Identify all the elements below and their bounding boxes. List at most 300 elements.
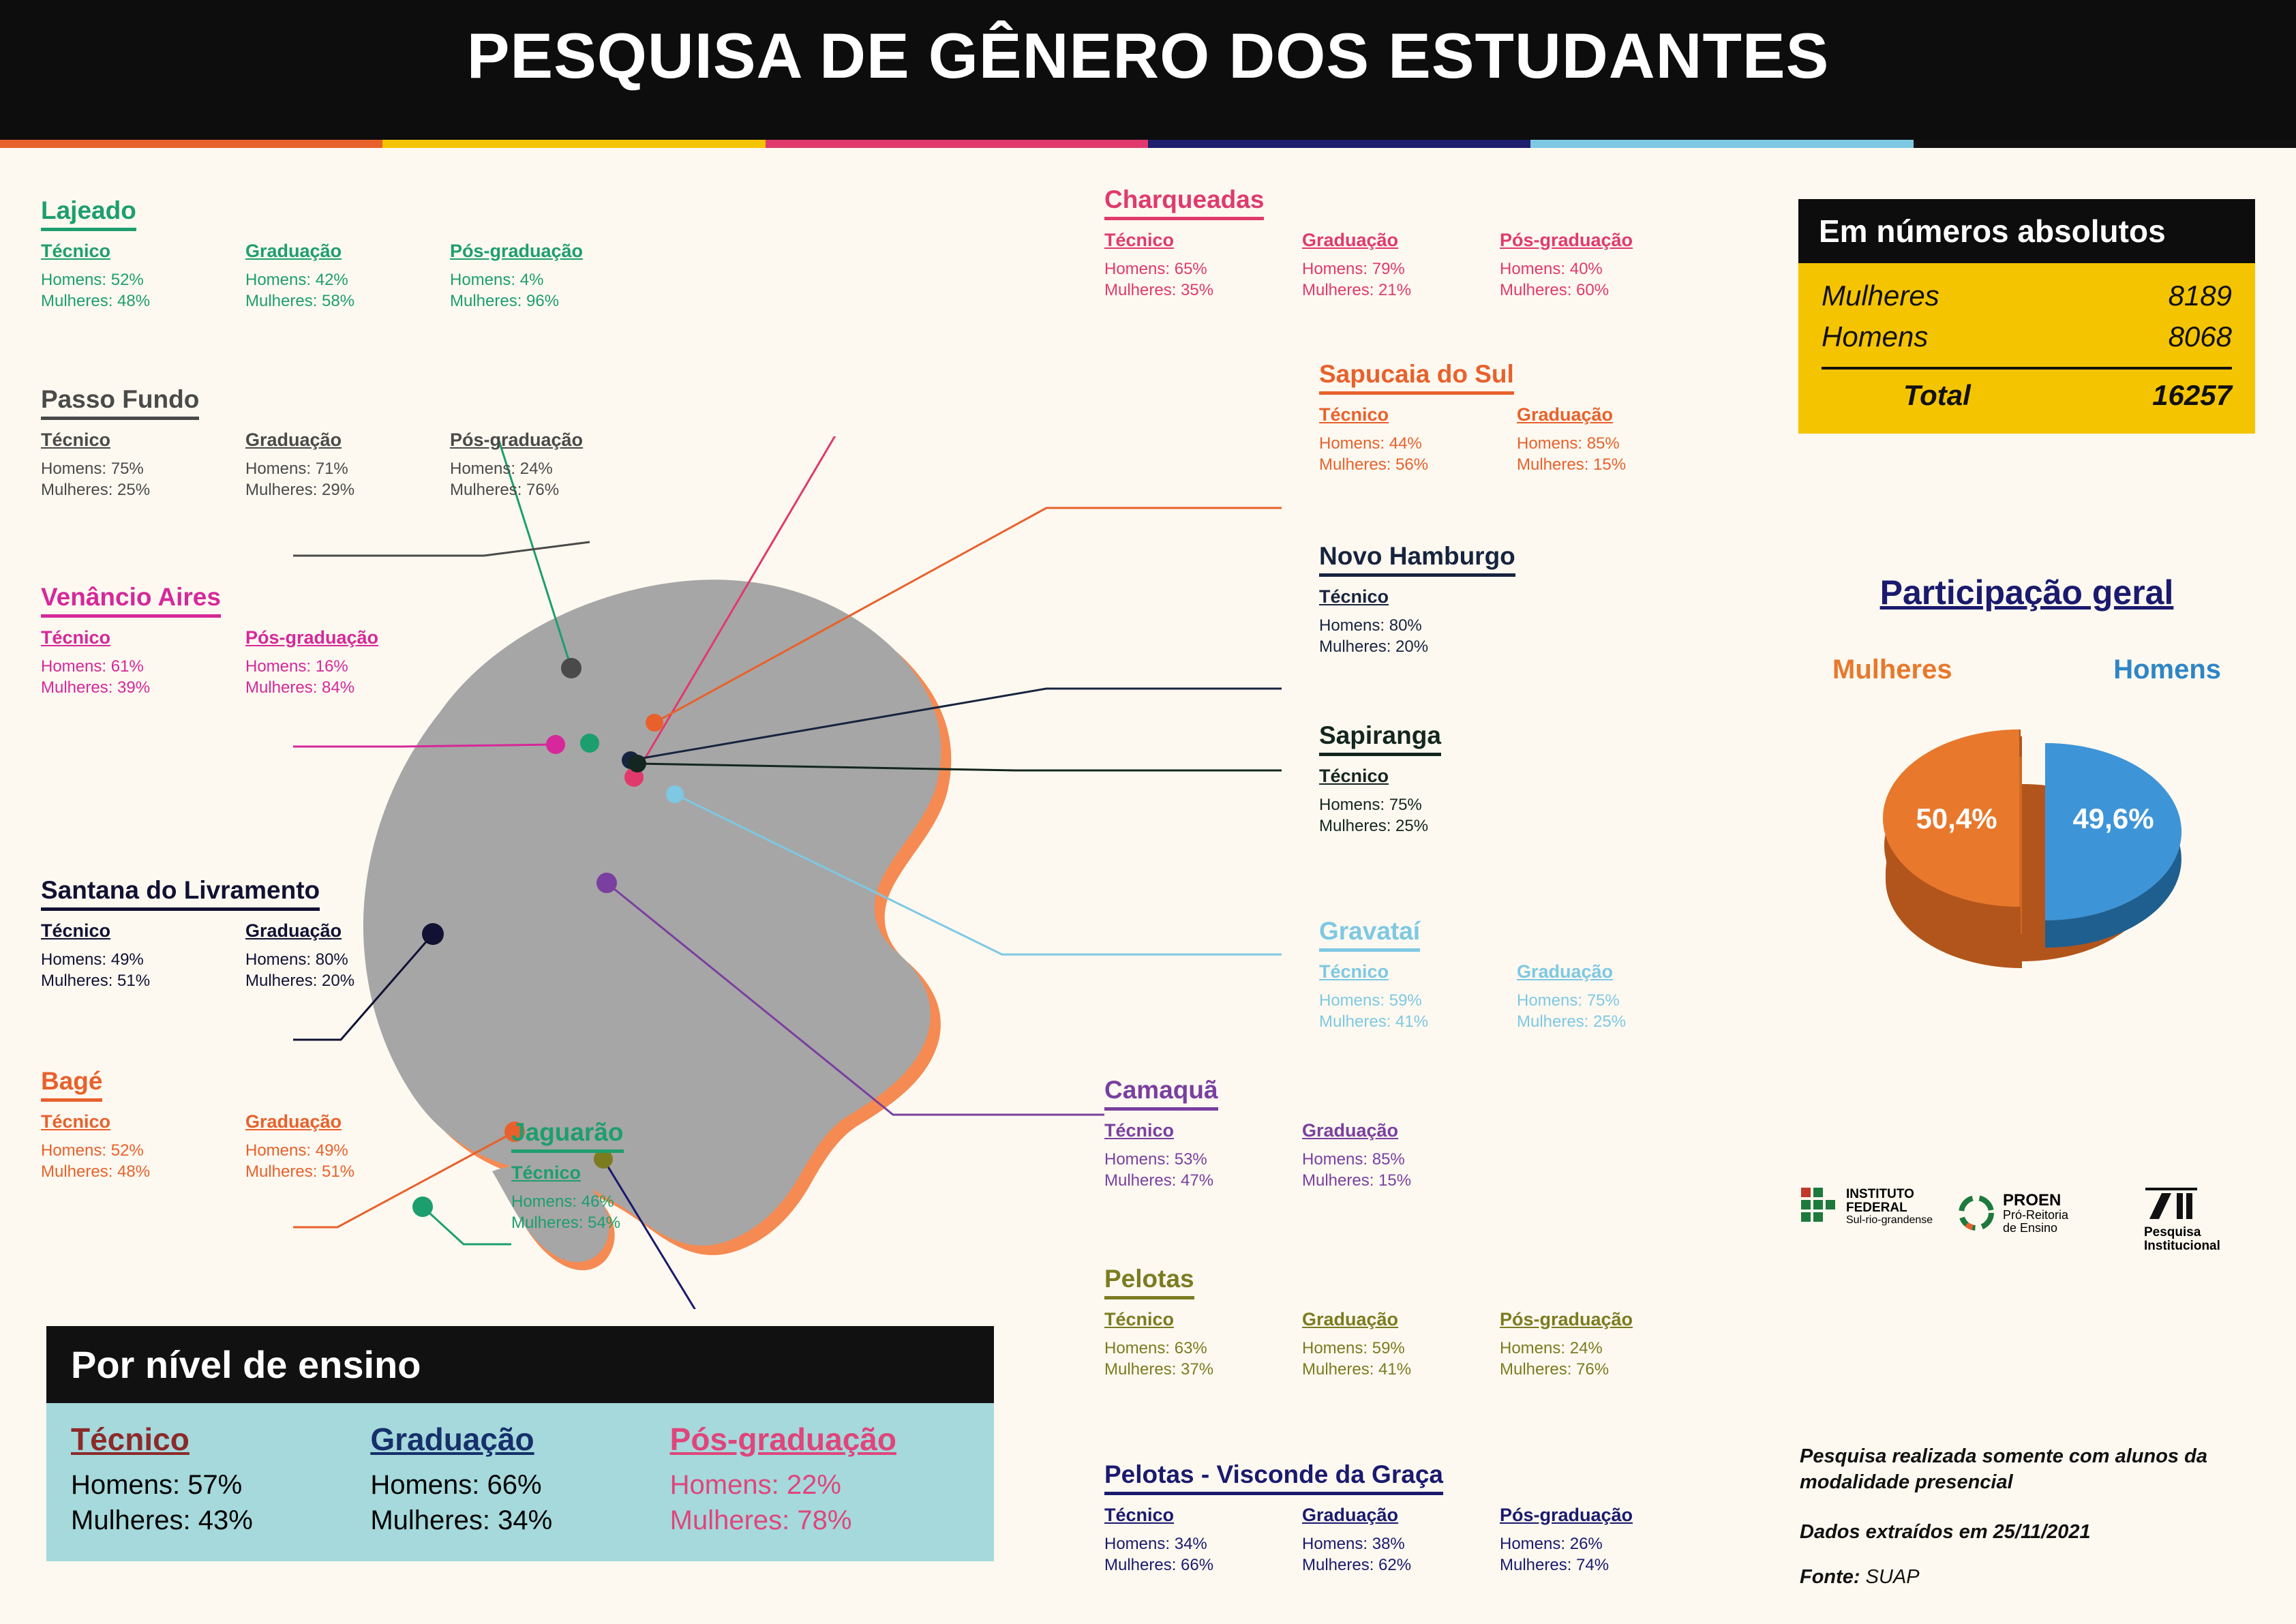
value-homens: 24% <box>519 460 553 478</box>
label-homens: Homens: <box>450 271 516 289</box>
row-homens <box>1302 259 1500 280</box>
value-mulheres: 48% <box>117 291 151 310</box>
row-homens <box>450 459 654 480</box>
row-homens <box>1500 1338 1697 1359</box>
value-homens: 80% <box>1389 616 1422 635</box>
campus-block-pelotas <box>1104 1265 1697 1380</box>
campus-levels <box>1319 766 1517 837</box>
level-column-t-cnico <box>1319 404 1517 475</box>
footer-notes <box>1800 1444 2250 1591</box>
campus-block-charqueadas <box>1104 185 1697 301</box>
row-mulheres <box>1104 1555 1302 1576</box>
label-homens: Homens: <box>511 1192 577 1211</box>
pesquisa-institucional-icon <box>2144 1186 2199 1222</box>
label-mulheres: Mulheres: <box>1500 1359 1572 1379</box>
row-homens <box>1104 1149 1302 1171</box>
label-homens: Homens: <box>245 950 312 969</box>
row-mulheres <box>41 1162 245 1183</box>
level-name: Graduação <box>1302 1309 1399 1329</box>
row-mulheres <box>245 971 450 992</box>
campus-block-novo-hamburgo <box>1319 542 1517 657</box>
label-homens: Homens: <box>1302 1339 1368 1357</box>
logo-pi-line2: Institucional <box>2144 1238 2220 1253</box>
label-mulheres: Mulheres: <box>245 971 318 990</box>
value-homens: 49% <box>110 950 144 969</box>
value-homens: 42% <box>315 271 348 289</box>
note-fonte <box>1800 1565 2250 1591</box>
row-mulheres <box>41 480 245 501</box>
level-name: Graduação <box>1517 961 1614 982</box>
value-mulheres: 58% <box>322 291 355 310</box>
level-name: Técnico <box>1104 1120 1175 1141</box>
label-homens: Homens: <box>1500 1535 1566 1553</box>
value-homens: 26% <box>1569 1535 1603 1553</box>
row-homens <box>450 270 654 291</box>
level-values <box>1104 1338 1302 1380</box>
level-values <box>450 459 654 500</box>
label-mulheres: Mulheres: <box>41 480 113 499</box>
row-mulheres <box>450 480 654 501</box>
campus-block-gravata <box>1319 917 1715 1032</box>
label-homens: Homens: <box>1319 434 1385 453</box>
row-homens <box>245 270 450 291</box>
campus-levels <box>41 920 450 991</box>
level-name: Graduação <box>245 430 342 450</box>
level-values <box>1302 1338 1500 1380</box>
value-mulheres: 74% <box>1576 1555 1610 1574</box>
note-presencial: Pesquisa realizada somente com alunos da modalidade presencial <box>1800 1445 2207 1493</box>
by-level-name-tecnico: Técnico <box>71 1422 190 1457</box>
participation-title: Participação geral <box>1879 573 2174 612</box>
label-mulheres: Mulheres: <box>1302 1359 1374 1379</box>
level-values <box>1500 1534 1697 1576</box>
campus-name: Santana do Livramento <box>41 876 320 911</box>
campus-block-camaqu <box>1104 1076 1500 1191</box>
label-mulheres: Mulheres: <box>450 480 522 499</box>
level-values <box>1302 1534 1500 1576</box>
level-name: Graduação <box>1302 1505 1399 1525</box>
label-homens: Homens: <box>41 1141 107 1160</box>
level-values <box>1319 795 1517 837</box>
level-column-t-cnico <box>1319 586 1517 657</box>
label-mulheres: Mulheres: <box>1104 1359 1177 1379</box>
value-mulheres: 96% <box>526 291 560 310</box>
campus-block-bag <box>41 1067 450 1182</box>
campus-levels <box>1104 1505 1697 1576</box>
value-homens: 85% <box>1586 434 1620 453</box>
campus-name: Novo Hamburgo <box>1319 542 1515 577</box>
label-homens: Homens: <box>370 1470 480 1500</box>
level-name: Graduação <box>1302 230 1399 250</box>
level-column-gradua-o <box>1517 961 1715 1032</box>
label-homens: Homens: <box>1302 1535 1368 1553</box>
value-mulheres: 21% <box>1378 280 1412 299</box>
campus-block-santana-do-livramento <box>41 876 450 991</box>
level-column-t-cnico <box>41 430 245 500</box>
label-mulheres: Mulheres: <box>1319 637 1391 656</box>
value-mulheres-tecnico: 43% <box>198 1505 253 1535</box>
level-name: Técnico <box>511 1162 581 1183</box>
campus-name: Sapucaia do Sul <box>1319 360 1514 395</box>
logo-pi-line1: Pesquisa <box>2144 1225 2201 1239</box>
campus-block-pelotas-visconde-da-gra-a <box>1104 1460 1697 1576</box>
level-values <box>245 270 450 312</box>
row-mulheres <box>1302 280 1500 301</box>
value-homens: 44% <box>1389 434 1422 453</box>
absolute-row-total <box>1822 367 2232 416</box>
level-column-gradua-o <box>1302 1120 1500 1191</box>
absolute-label-men: Homens <box>1822 320 1929 352</box>
value-homens: 79% <box>1372 260 1405 278</box>
campus-levels <box>41 241 654 312</box>
logo-if <box>1800 1186 1933 1227</box>
label-homens: Homens: <box>245 460 312 478</box>
value-homens: 38% <box>1372 1535 1405 1553</box>
level-name: Graduação <box>245 241 342 261</box>
label-mulheres: Mulheres: <box>1302 1171 1374 1190</box>
value-homens: 40% <box>1569 260 1603 278</box>
by-level-name-graduacao: Graduação <box>370 1422 534 1457</box>
level-name: Técnico <box>41 430 111 450</box>
value-mulheres: 66% <box>1181 1555 1214 1574</box>
rule-segment-3 <box>1148 140 1530 148</box>
value-homens: 80% <box>315 950 348 969</box>
label-mulheres: Mulheres: <box>245 1162 318 1181</box>
row-mulheres <box>1104 1359 1302 1381</box>
level-name: Graduação <box>245 1111 342 1132</box>
value-mulheres: 25% <box>117 480 151 499</box>
level-column-gradua-o <box>1517 404 1715 475</box>
level-values <box>1500 1338 1697 1380</box>
row-homens <box>41 657 245 678</box>
by-level-values-tecnico <box>71 1467 370 1538</box>
level-name: Técnico <box>1104 1505 1175 1525</box>
value-mulheres: 37% <box>1181 1359 1214 1379</box>
level-values <box>1104 1149 1302 1191</box>
row-mulheres <box>1319 455 1517 476</box>
note-data: Dados extraídos em 25/11/2021 <box>1800 1521 2091 1544</box>
level-column-p-s-gradua-o <box>1500 1505 1697 1576</box>
value-mulheres: 29% <box>322 480 355 499</box>
value-homens: 49% <box>315 1141 348 1160</box>
level-values <box>1302 259 1500 301</box>
row-homens <box>245 1141 450 1162</box>
row-homens <box>1500 1534 1697 1555</box>
value-homens: 16% <box>315 657 348 676</box>
label-homens: Homens: <box>41 657 107 676</box>
value-mulheres: 41% <box>1395 1012 1429 1031</box>
logo-if-line1: INSTITUTO <box>1846 1186 1914 1201</box>
row-homens <box>1302 1149 1500 1171</box>
note-fonte-label: Fonte: <box>1800 1566 1860 1589</box>
absolute-value-total: 16257 <box>2152 379 2232 411</box>
row-homens <box>1319 434 1517 455</box>
label-homens: Homens: <box>669 1470 779 1500</box>
campus-levels <box>1319 404 1715 475</box>
value-homens: 75% <box>110 460 144 478</box>
level-values <box>41 1141 245 1182</box>
absolute-numbers-card <box>1798 199 2255 434</box>
campus-name: Passo Fundo <box>41 385 199 420</box>
value-mulheres: 51% <box>322 1162 355 1181</box>
level-column-gradua-o <box>245 1111 450 1182</box>
campus-block-lajeado <box>41 196 654 312</box>
level-values <box>1319 434 1517 475</box>
label-mulheres: Mulheres: <box>450 291 522 310</box>
value-homens: 85% <box>1372 1150 1405 1169</box>
pie-legend-women: Mulheres <box>1832 655 1952 685</box>
row-mulheres <box>1500 1359 1697 1381</box>
row-mulheres <box>1302 1171 1500 1192</box>
participation-pie-chart <box>1772 695 2291 982</box>
level-column-gradua-o <box>1302 1505 1500 1576</box>
page-title: PESQUISA DE GÊNERO DOS ESTUDANTES <box>466 20 1830 91</box>
institutofederal-icon <box>1800 1186 1841 1227</box>
row-mulheres <box>245 678 450 699</box>
header-bar <box>0 0 2296 140</box>
rule-segment-5 <box>1914 140 2296 148</box>
level-column-gradua-o <box>245 430 450 500</box>
label-homens: Homens: <box>1104 1339 1170 1357</box>
label-mulheres: Mulheres: <box>41 971 113 990</box>
label-homens: Homens: <box>245 657 312 676</box>
campus-levels <box>1319 961 1715 1032</box>
absolute-value-men: 8068 <box>2168 320 2232 352</box>
logo-pi <box>2144 1186 2220 1253</box>
label-homens: Homens: <box>41 950 107 969</box>
value-homens-pos: 22% <box>786 1470 841 1500</box>
value-mulheres-graduacao: 34% <box>498 1505 553 1535</box>
row-homens <box>245 459 450 480</box>
value-mulheres: 84% <box>322 678 355 697</box>
label-mulheres: Mulheres: <box>245 291 318 310</box>
value-mulheres: 35% <box>1181 280 1214 299</box>
label-mulheres: Mulheres: <box>1319 455 1391 474</box>
row-homens <box>1517 991 1715 1012</box>
level-column-gradua-o <box>1302 230 1500 301</box>
level-column-t-cnico <box>1104 1505 1302 1576</box>
pie-label-men: 49,6% <box>2072 802 2154 834</box>
row-homens <box>245 657 450 678</box>
value-mulheres: 20% <box>1395 637 1429 656</box>
level-values <box>41 950 245 991</box>
label-mulheres: Mulheres: <box>1104 1171 1177 1190</box>
level-column-t-cnico <box>41 627 245 698</box>
absolute-label-total: Total <box>1903 379 1971 411</box>
row-homens <box>1104 259 1302 280</box>
label-mulheres: Mulheres: <box>511 1213 584 1232</box>
row-mulheres <box>1319 1012 1517 1033</box>
absolute-row-women <box>1822 275 2232 316</box>
label-homens: Homens: <box>245 1141 312 1160</box>
value-homens: 61% <box>110 657 144 676</box>
row-mulheres <box>1500 1555 1697 1576</box>
level-column-t-cnico <box>1319 961 1517 1032</box>
campus-name: Sapiranga <box>1319 721 1441 756</box>
label-mulheres: Mulheres: <box>1302 1555 1374 1574</box>
level-name: Técnico <box>1104 1309 1175 1329</box>
value-homens: 53% <box>1174 1150 1207 1169</box>
row-homens <box>1302 1338 1500 1359</box>
label-homens: Homens: <box>1104 1150 1170 1169</box>
row-mulheres <box>1500 280 1697 301</box>
campus-block-jaguar-o <box>511 1118 716 1233</box>
level-name: Técnico <box>41 1111 111 1132</box>
label-homens: Homens: <box>1517 991 1583 1010</box>
campus-name: Gravataí <box>1319 917 1420 952</box>
absolute-row-men <box>1822 316 2232 357</box>
label-homens: Homens: <box>1104 1535 1170 1553</box>
row-homens <box>245 950 450 971</box>
campus-name: Lajeado <box>41 196 136 231</box>
label-mulheres: Mulheres: <box>1302 280 1374 299</box>
pie-legend-men: Homens <box>2113 655 2221 685</box>
label-mulheres: Mulheres: <box>71 1505 191 1535</box>
row-mulheres <box>245 480 450 501</box>
rule-segment-2 <box>766 140 1148 148</box>
label-homens: Homens: <box>1517 434 1583 453</box>
level-name: Técnico <box>1319 766 1389 786</box>
level-name: Pós-graduação <box>1500 1505 1633 1525</box>
row-mulheres <box>511 1213 716 1234</box>
campus-levels <box>1319 586 1517 657</box>
level-values <box>245 1141 450 1182</box>
label-mulheres: Mulheres: <box>245 678 318 697</box>
row-homens <box>1319 991 1517 1012</box>
absolute-numbers-body <box>1798 263 2255 434</box>
campus-block-sapucaia-do-sul <box>1319 360 1715 475</box>
absolute-label-women: Mulheres <box>1822 280 1939 312</box>
level-values <box>1302 1149 1500 1191</box>
row-homens <box>1517 434 1715 455</box>
value-homens: 65% <box>1174 260 1207 278</box>
campus-name: Bagé <box>41 1067 102 1102</box>
value-mulheres: 25% <box>1593 1012 1627 1031</box>
level-name: Pós-graduação <box>1500 1309 1633 1329</box>
value-mulheres: 20% <box>322 971 355 990</box>
label-homens: Homens: <box>71 1470 181 1500</box>
label-homens: Homens: <box>1104 260 1170 278</box>
campus-block-passo-fundo <box>41 385 654 500</box>
value-mulheres: 56% <box>1395 455 1429 474</box>
level-column-t-cnico <box>41 1111 245 1182</box>
logo-proen-line3: de Ensino <box>2003 1221 2058 1235</box>
campus-levels <box>511 1162 716 1233</box>
logo-if-line3: Sul-rio-grandense <box>1846 1214 1933 1226</box>
level-values <box>1319 616 1517 657</box>
label-mulheres: Mulheres: <box>41 678 113 697</box>
level-column-t-cnico <box>41 241 245 312</box>
row-mulheres <box>1517 1012 1715 1033</box>
level-column-p-s-gradua-o <box>245 627 450 698</box>
by-level-values-pos <box>670 1467 969 1538</box>
row-mulheres <box>1104 1171 1302 1192</box>
label-mulheres: Mulheres: <box>245 480 318 499</box>
campus-name: Jaguarão <box>511 1118 624 1153</box>
value-homens: 24% <box>1569 1339 1603 1357</box>
label-mulheres: Mulheres: <box>1500 1555 1572 1574</box>
value-mulheres: 76% <box>526 480 560 499</box>
value-homens: 46% <box>581 1192 614 1211</box>
logo-proen-line1: PROEN <box>2003 1191 2061 1209</box>
level-name: Técnico <box>41 627 111 648</box>
row-homens <box>1104 1534 1302 1555</box>
logo-proen-line2: Pró-Reitoria <box>2003 1208 2069 1222</box>
row-mulheres <box>1302 1555 1500 1576</box>
value-homens: 52% <box>110 1141 144 1160</box>
by-level-body <box>46 1403 994 1561</box>
campus-block-sapiranga <box>1319 721 1517 837</box>
level-name: Graduação <box>245 920 342 941</box>
row-mulheres <box>41 678 245 699</box>
campus-levels <box>1104 1120 1500 1191</box>
level-values <box>511 1192 716 1233</box>
value-mulheres: 51% <box>117 971 151 990</box>
level-column-t-cnico <box>41 920 245 991</box>
campus-name: Pelotas <box>1104 1265 1194 1299</box>
row-mulheres <box>245 1162 450 1183</box>
value-mulheres: 15% <box>1593 455 1627 474</box>
absolute-numbers-title: Em números absolutos <box>1798 199 2255 263</box>
row-mulheres <box>41 291 245 312</box>
level-values <box>1517 991 1715 1032</box>
value-mulheres: 39% <box>117 678 151 697</box>
value-homens: 75% <box>1389 796 1422 814</box>
campus-levels <box>1104 1309 1697 1380</box>
level-name: Pós-graduação <box>245 627 379 648</box>
level-name: Técnico <box>1319 586 1389 607</box>
absolute-value-women: 8189 <box>2168 280 2232 312</box>
header-color-rule <box>0 140 2296 148</box>
logo-if-line2: FEDERAL <box>1846 1200 1907 1215</box>
level-column-p-s-gradua-o <box>450 430 654 500</box>
row-homens <box>41 950 245 971</box>
label-mulheres: Mulheres: <box>41 291 113 310</box>
level-values <box>450 270 654 312</box>
label-mulheres: Mulheres: <box>1319 816 1391 835</box>
campus-levels <box>41 627 450 698</box>
by-level-values-graduacao <box>370 1467 669 1538</box>
level-column-p-s-gradua-o <box>1500 230 1697 301</box>
value-homens: 59% <box>1372 1339 1405 1357</box>
campus-block-ven-ncio-aires <box>41 583 450 698</box>
logo-proen <box>1957 1192 2068 1235</box>
label-homens: Homens: <box>1302 1150 1368 1169</box>
value-mulheres: 62% <box>1378 1555 1412 1574</box>
level-values <box>41 657 245 698</box>
level-values <box>41 270 245 312</box>
rule-segment-0 <box>0 140 382 148</box>
level-name: Técnico <box>1104 230 1175 250</box>
row-homens <box>1302 1534 1500 1555</box>
level-name: Técnico <box>1319 961 1389 982</box>
label-mulheres: Mulheres: <box>1104 1555 1177 1574</box>
label-homens: Homens: <box>245 271 312 289</box>
value-homens-graduacao: 66% <box>487 1470 542 1500</box>
label-homens: Homens: <box>1319 616 1385 635</box>
label-mulheres: Mulheres: <box>669 1505 790 1535</box>
label-homens: Homens: <box>1319 796 1385 814</box>
label-homens: Homens: <box>1319 991 1385 1010</box>
by-level-card <box>46 1326 994 1561</box>
value-homens: 59% <box>1389 991 1422 1010</box>
campus-name: Camaquã <box>1104 1076 1218 1111</box>
row-homens <box>1319 795 1517 816</box>
value-mulheres: 76% <box>1576 1359 1610 1379</box>
level-column-t-cnico <box>1104 1309 1302 1380</box>
label-homens: Homens: <box>1500 260 1566 278</box>
row-homens <box>41 459 245 480</box>
